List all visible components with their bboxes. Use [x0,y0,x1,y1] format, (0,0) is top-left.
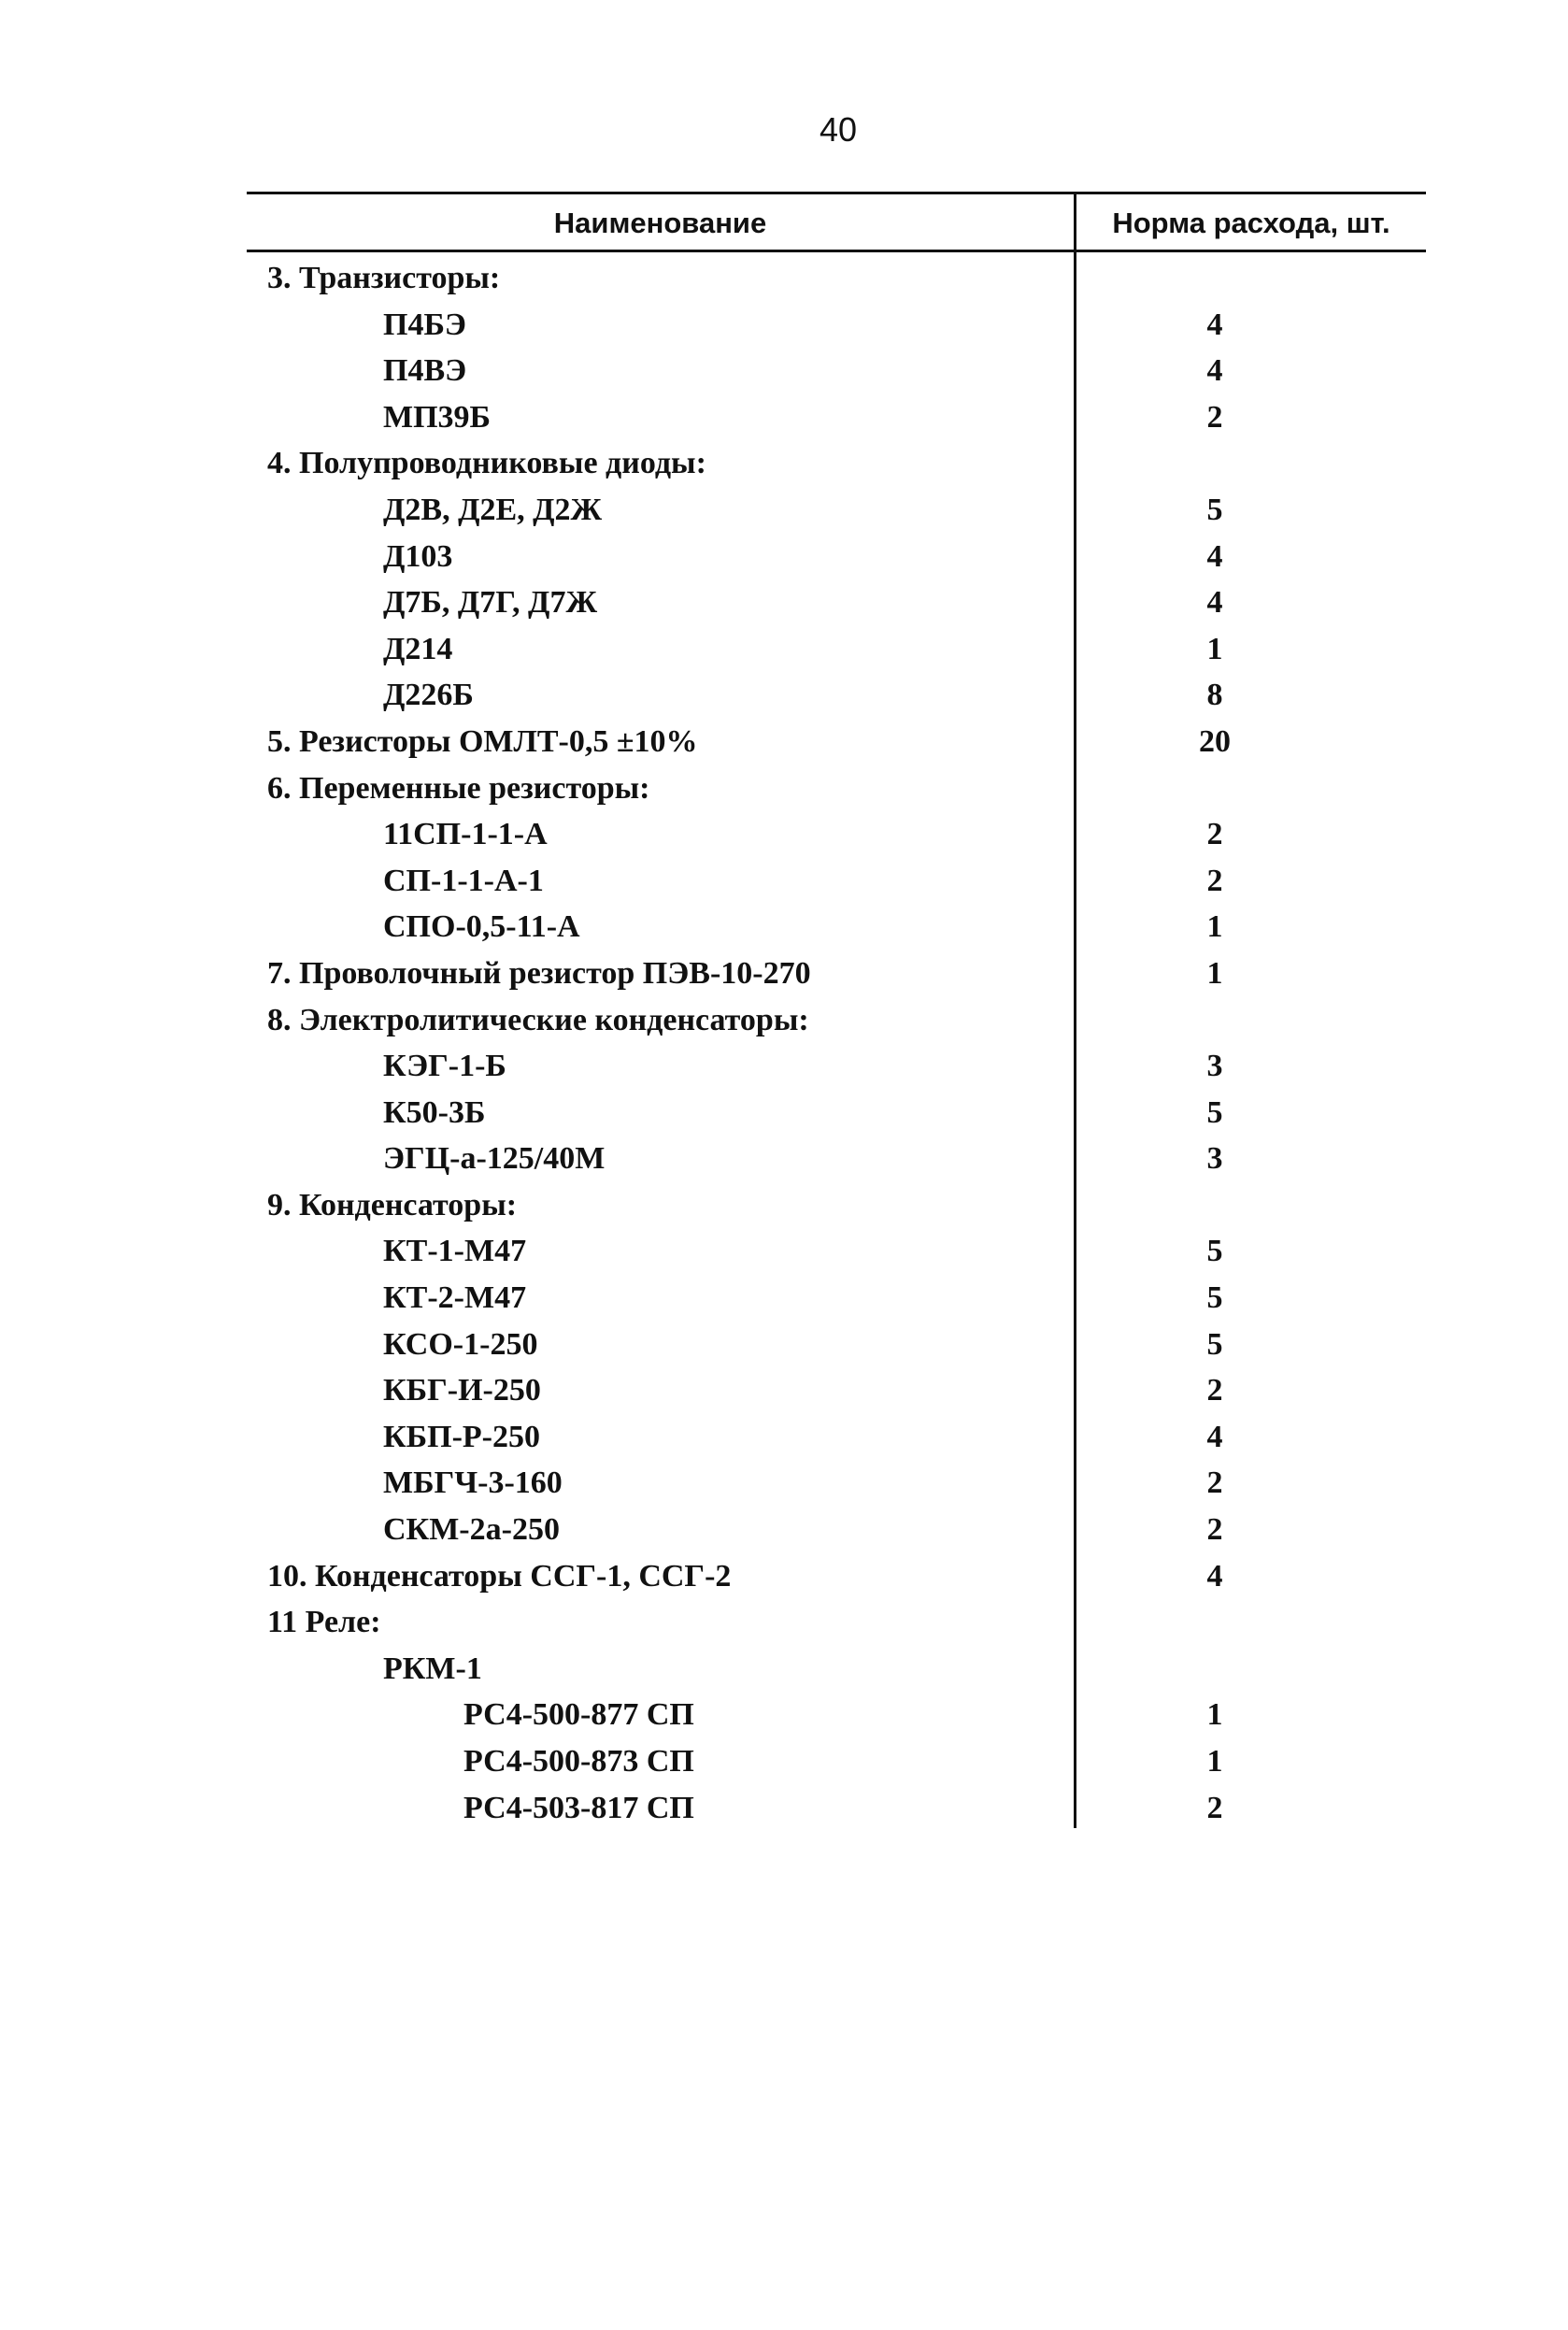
table-row [247,1043,1426,1090]
table-row [247,579,1426,626]
table-row [247,302,1426,349]
row-label: СП-1-1-А-1 [383,863,544,898]
table-row [247,1785,1426,1832]
table-row [247,811,1426,858]
row-label: 9. Конденсаторы: [267,1187,518,1222]
row-label: 4. Полупроводниковые диоды: [267,446,706,481]
row-value: 3 [1206,1141,1223,1177]
row-label: РС4-503-817 СП [463,1790,694,1825]
header-norm: Норма расхода, шт. [1112,207,1390,239]
row-label: КТ-1-М47 [383,1234,527,1269]
row-label: Д7Б, Д7Г, Д7Ж [383,585,598,621]
row-label: СКМ-2а-250 [383,1512,560,1548]
row-label: КСО-1-250 [383,1326,538,1362]
row-label: 11 Реле: [267,1605,381,1640]
table-row [247,1182,1426,1229]
table-row [247,1367,1426,1414]
table-row [247,858,1426,905]
row-value: 4 [1206,307,1223,342]
row-value: 5 [1206,492,1223,527]
row-label: Д226Б [383,678,474,713]
row-value: 5 [1206,1326,1223,1362]
row-label: К50-3Б [383,1094,486,1130]
row-label: 11СП-1-1-А [383,817,548,852]
row-label: КТ-2-М47 [383,1280,527,1316]
row-label: РКМ-1 [383,1651,482,1686]
row-value: 2 [1206,1790,1223,1825]
row-label: 5. Резисторы ОМЛТ-0,5 ±10% [267,723,698,759]
table-row [247,1228,1426,1275]
row-label: МБГЧ-3-160 [383,1465,563,1501]
table-row [247,765,1426,812]
table-row [247,1322,1426,1368]
row-label: СПО-0,5-11-А [383,909,580,945]
table-row [247,904,1426,951]
table-row [247,394,1426,441]
header-name: Наименование [553,207,767,239]
row-value: 2 [1206,863,1223,898]
row-label: КЭГ-1-Б [383,1049,506,1084]
row-value: 5 [1206,1280,1223,1316]
table-row [247,1090,1426,1136]
row-value: 1 [1206,909,1223,945]
row-value: 4 [1206,1558,1223,1594]
row-label: Д214 [383,631,453,666]
table-row [247,1599,1426,1646]
table-row [247,1738,1426,1785]
row-label: 7. Проволочный резистор ПЭВ-10-270 [267,955,811,991]
row-label: 3. Транзисторы: [267,261,501,295]
row-value: 4 [1206,538,1223,574]
row-value: 2 [1206,1512,1223,1548]
row-value: 4 [1206,585,1223,621]
row-label: РС4-500-873 СП [463,1744,694,1779]
row-value: 1 [1206,955,1223,991]
row-value: 3 [1206,1049,1223,1084]
row-value: 1 [1206,1697,1223,1733]
row-value: 8 [1206,678,1223,713]
page-number: 40 [819,110,858,149]
table-row [247,1414,1426,1461]
table-row [247,440,1426,487]
table-row [247,997,1426,1044]
table-row [247,1507,1426,1553]
table-row [247,1460,1426,1507]
row-label: 8. Электролитические конденсаторы: [267,1002,809,1037]
row-label: МП39Б [383,399,492,435]
table-row [247,626,1426,673]
row-value: 4 [1206,353,1223,389]
row-value: 2 [1206,1373,1223,1408]
row-value: 20 [1199,723,1231,759]
row-label: П4ВЭ [383,353,467,389]
header-bottom-rule [247,250,1426,252]
table-row [247,255,1426,302]
row-value: 5 [1206,1094,1223,1130]
row-label: 10. Конденсаторы ССГ-1, ССГ-2 [267,1558,732,1594]
table-row [247,1275,1426,1322]
table-row [247,1553,1426,1600]
row-label: 6. Переменные резисторы: [267,770,650,806]
table-row [247,1136,1426,1182]
table-row [247,719,1426,765]
row-label: Д103 [383,538,453,574]
row-label: ЭГЦ-a-125/40М [383,1141,606,1177]
table-body [247,255,1426,1831]
row-label: РС4-500-877 СП [463,1697,694,1733]
table-row [247,487,1426,534]
table-row [247,672,1426,719]
row-value: 2 [1206,1465,1223,1501]
table-row [247,534,1426,580]
table-row [247,1692,1426,1738]
table-row [247,951,1426,997]
row-value: 5 [1206,1234,1223,1269]
row-value: 1 [1206,631,1223,666]
row-value: 2 [1206,817,1223,852]
row-label: КБП-Р-250 [383,1419,540,1454]
row-value: 4 [1206,1419,1223,1454]
row-label: КБГ-И-250 [383,1373,541,1408]
row-value: 2 [1206,399,1223,435]
row-label: П4БЭ [383,307,466,342]
row-label: Д2В, Д2Е, Д2Ж [383,492,603,527]
table-top-rule [247,192,1426,194]
row-value: 1 [1206,1744,1223,1779]
table-row [247,1646,1426,1693]
table-row [247,348,1426,394]
